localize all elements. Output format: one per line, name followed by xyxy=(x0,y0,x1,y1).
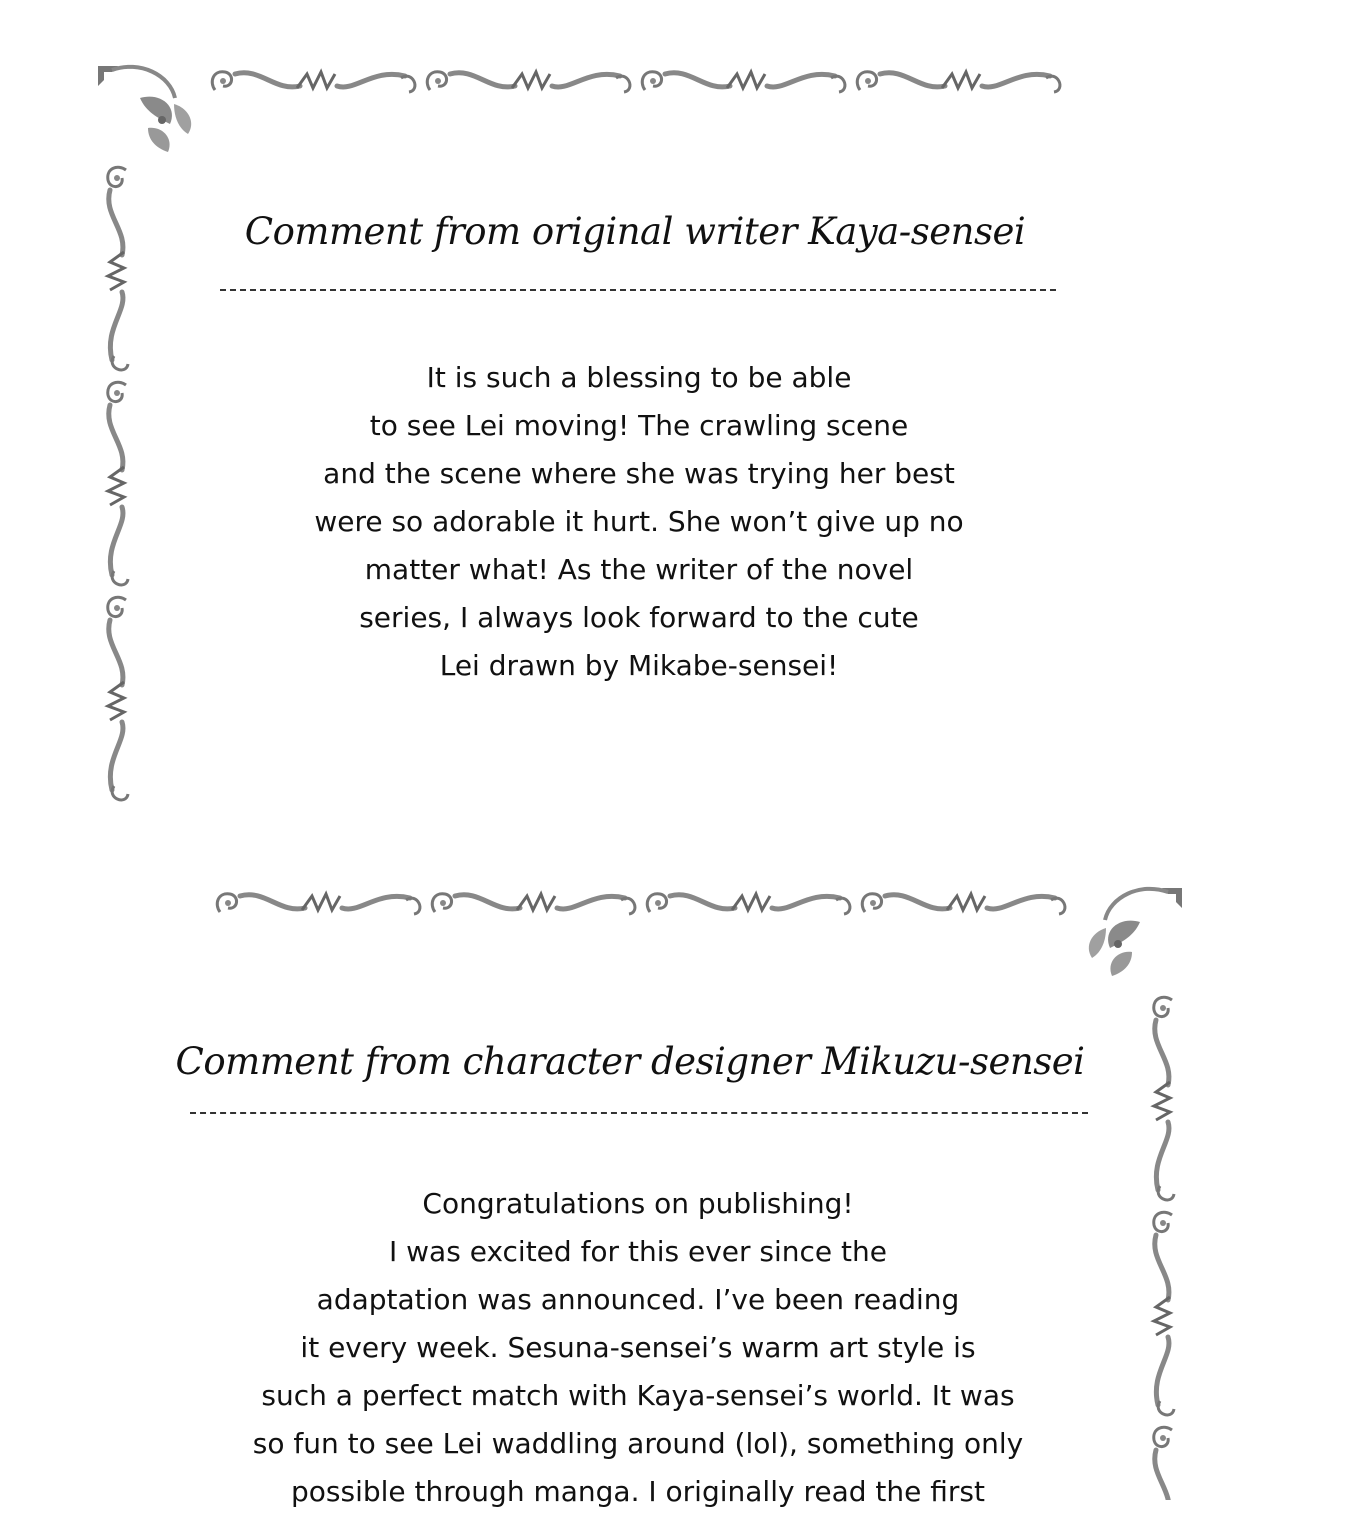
comment-line: such a perfect match with Kaya-sensei’s world. It was xyxy=(261,1379,1015,1412)
comment-line: adaptation was announced. I’ve been reading xyxy=(316,1283,960,1316)
comment-line: it every week. Sesuna-sensei’s warm art style is xyxy=(300,1331,976,1364)
dashed-divider xyxy=(190,1112,1088,1114)
section-title-writer: Comment from original writer Kaya-sensei xyxy=(244,210,1026,253)
comment-line: possible through manga. I originally read the first xyxy=(291,1475,985,1508)
section-title-designer: Comment from character designer Mikuzu-sensei xyxy=(175,1040,1085,1083)
comment-line: and the scene where she was trying her best xyxy=(323,457,955,490)
comment-body-designer xyxy=(238,1180,1038,1516)
comment-line: to see Lei moving! The crawling scene xyxy=(369,409,909,442)
comment-line: It is such a blessing to be able xyxy=(426,361,852,394)
comment-line: Lei drawn by Mikabe-sensei! xyxy=(439,649,839,682)
comment-line: series, I always look forward to the cute xyxy=(359,601,919,634)
comment-line: were so adorable it hurt. She won’t give up no xyxy=(314,505,964,538)
comment-body-writer xyxy=(239,354,1039,690)
comment-line: matter what! As the writer of the novel xyxy=(364,553,914,586)
comment-line: so fun to see Lei waddling around (lol), something only xyxy=(252,1427,1024,1460)
comment-line: I was excited for this ever since the xyxy=(389,1235,887,1268)
dashed-divider xyxy=(220,289,1056,291)
comment-line: Congratulations on publishing! xyxy=(422,1187,854,1220)
